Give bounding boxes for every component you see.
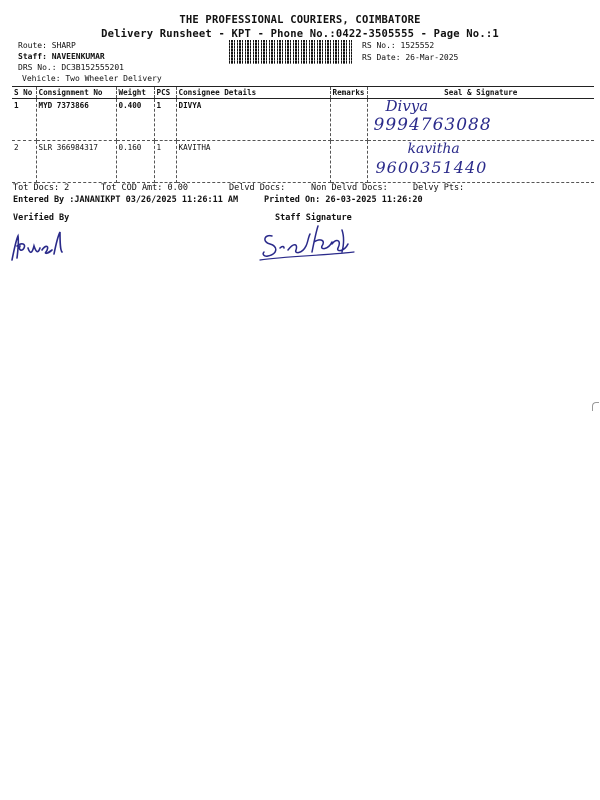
staff-signature (258, 222, 362, 264)
non-delivered-docs: Non Delvd Docs: (311, 183, 388, 193)
cell-remarks (330, 141, 367, 183)
staff-signature-label: Staff Signature (275, 213, 352, 223)
runsheet-subtitle: Delivery Runsheet - KPT - Phone No.:0422-3505555 - Page No.:1 (101, 28, 499, 40)
cell-consignment: SLR 366984317 (36, 141, 116, 183)
runsheet-table (12, 86, 594, 183)
page-edge-mark (592, 402, 599, 411)
cell-sno: 1 (12, 99, 36, 141)
col-header-pcs: PCS (154, 87, 176, 99)
cell-consignee: DIVYA (176, 99, 330, 141)
col-header-sno: S No (12, 87, 36, 99)
verifier-signature (8, 228, 78, 264)
handwritten-name: Divya (385, 97, 429, 115)
staff-label: Staff: NAVEENKUMAR (18, 52, 105, 61)
verified-by-label: Verified By (13, 213, 70, 223)
delivery-points: Delvy Pts: (413, 183, 465, 193)
table-row (12, 99, 594, 141)
table-header-row (12, 87, 594, 99)
handwritten-phone: 9994763088 (373, 115, 492, 135)
col-header-consignment: Consignment No (36, 87, 116, 99)
cell-sno: 2 (12, 141, 36, 183)
cell-remarks (330, 99, 367, 141)
entered-by: Entered By :JANANIKPT 03/26/2025 11:26:11 AM (13, 195, 239, 205)
col-header-seal-signature: Seal & Signature (367, 87, 594, 99)
cell-weight: 0.160 (116, 141, 154, 183)
drs-number: DRS No.: DC3B152555201 (18, 63, 124, 72)
barcode-overlay (229, 40, 352, 64)
company-title: THE PROFESSIONAL COURIERS, COIMBATORE (179, 14, 421, 26)
total-docs: Tot Docs: 2 (13, 183, 70, 193)
delivered-docs: Delvd Docs: (229, 183, 286, 193)
total-cod-amount: Tot COD Amt: 0.00 (101, 183, 188, 193)
handwritten-phone: 9600351440 (375, 158, 488, 177)
cell-weight: 0.400 (116, 99, 154, 141)
col-header-consignee: Consignee Details (176, 87, 330, 99)
col-header-weight: Weight (116, 87, 154, 99)
cell-pcs: 1 (154, 141, 176, 183)
printed-on: Printed On: 26-03-2025 11:26:20 (264, 195, 423, 205)
table-row (12, 141, 594, 183)
rs-date: RS Date: 26-Mar-2025 (362, 53, 459, 62)
col-header-remarks: Remarks (330, 87, 367, 99)
route-label: Route: SHARP (18, 41, 76, 50)
cell-consignment: MYD 7373866 (36, 99, 116, 141)
handwritten-name: kavitha (407, 141, 460, 157)
vehicle-type: Vehicle: Two Wheeler Delivery (22, 74, 162, 83)
cell-signature (367, 141, 594, 183)
cell-consignee: KAVITHA (176, 141, 330, 183)
cell-pcs: 1 (154, 99, 176, 141)
cell-signature (367, 99, 594, 141)
rs-number: RS No.: 1525552 (362, 41, 435, 50)
